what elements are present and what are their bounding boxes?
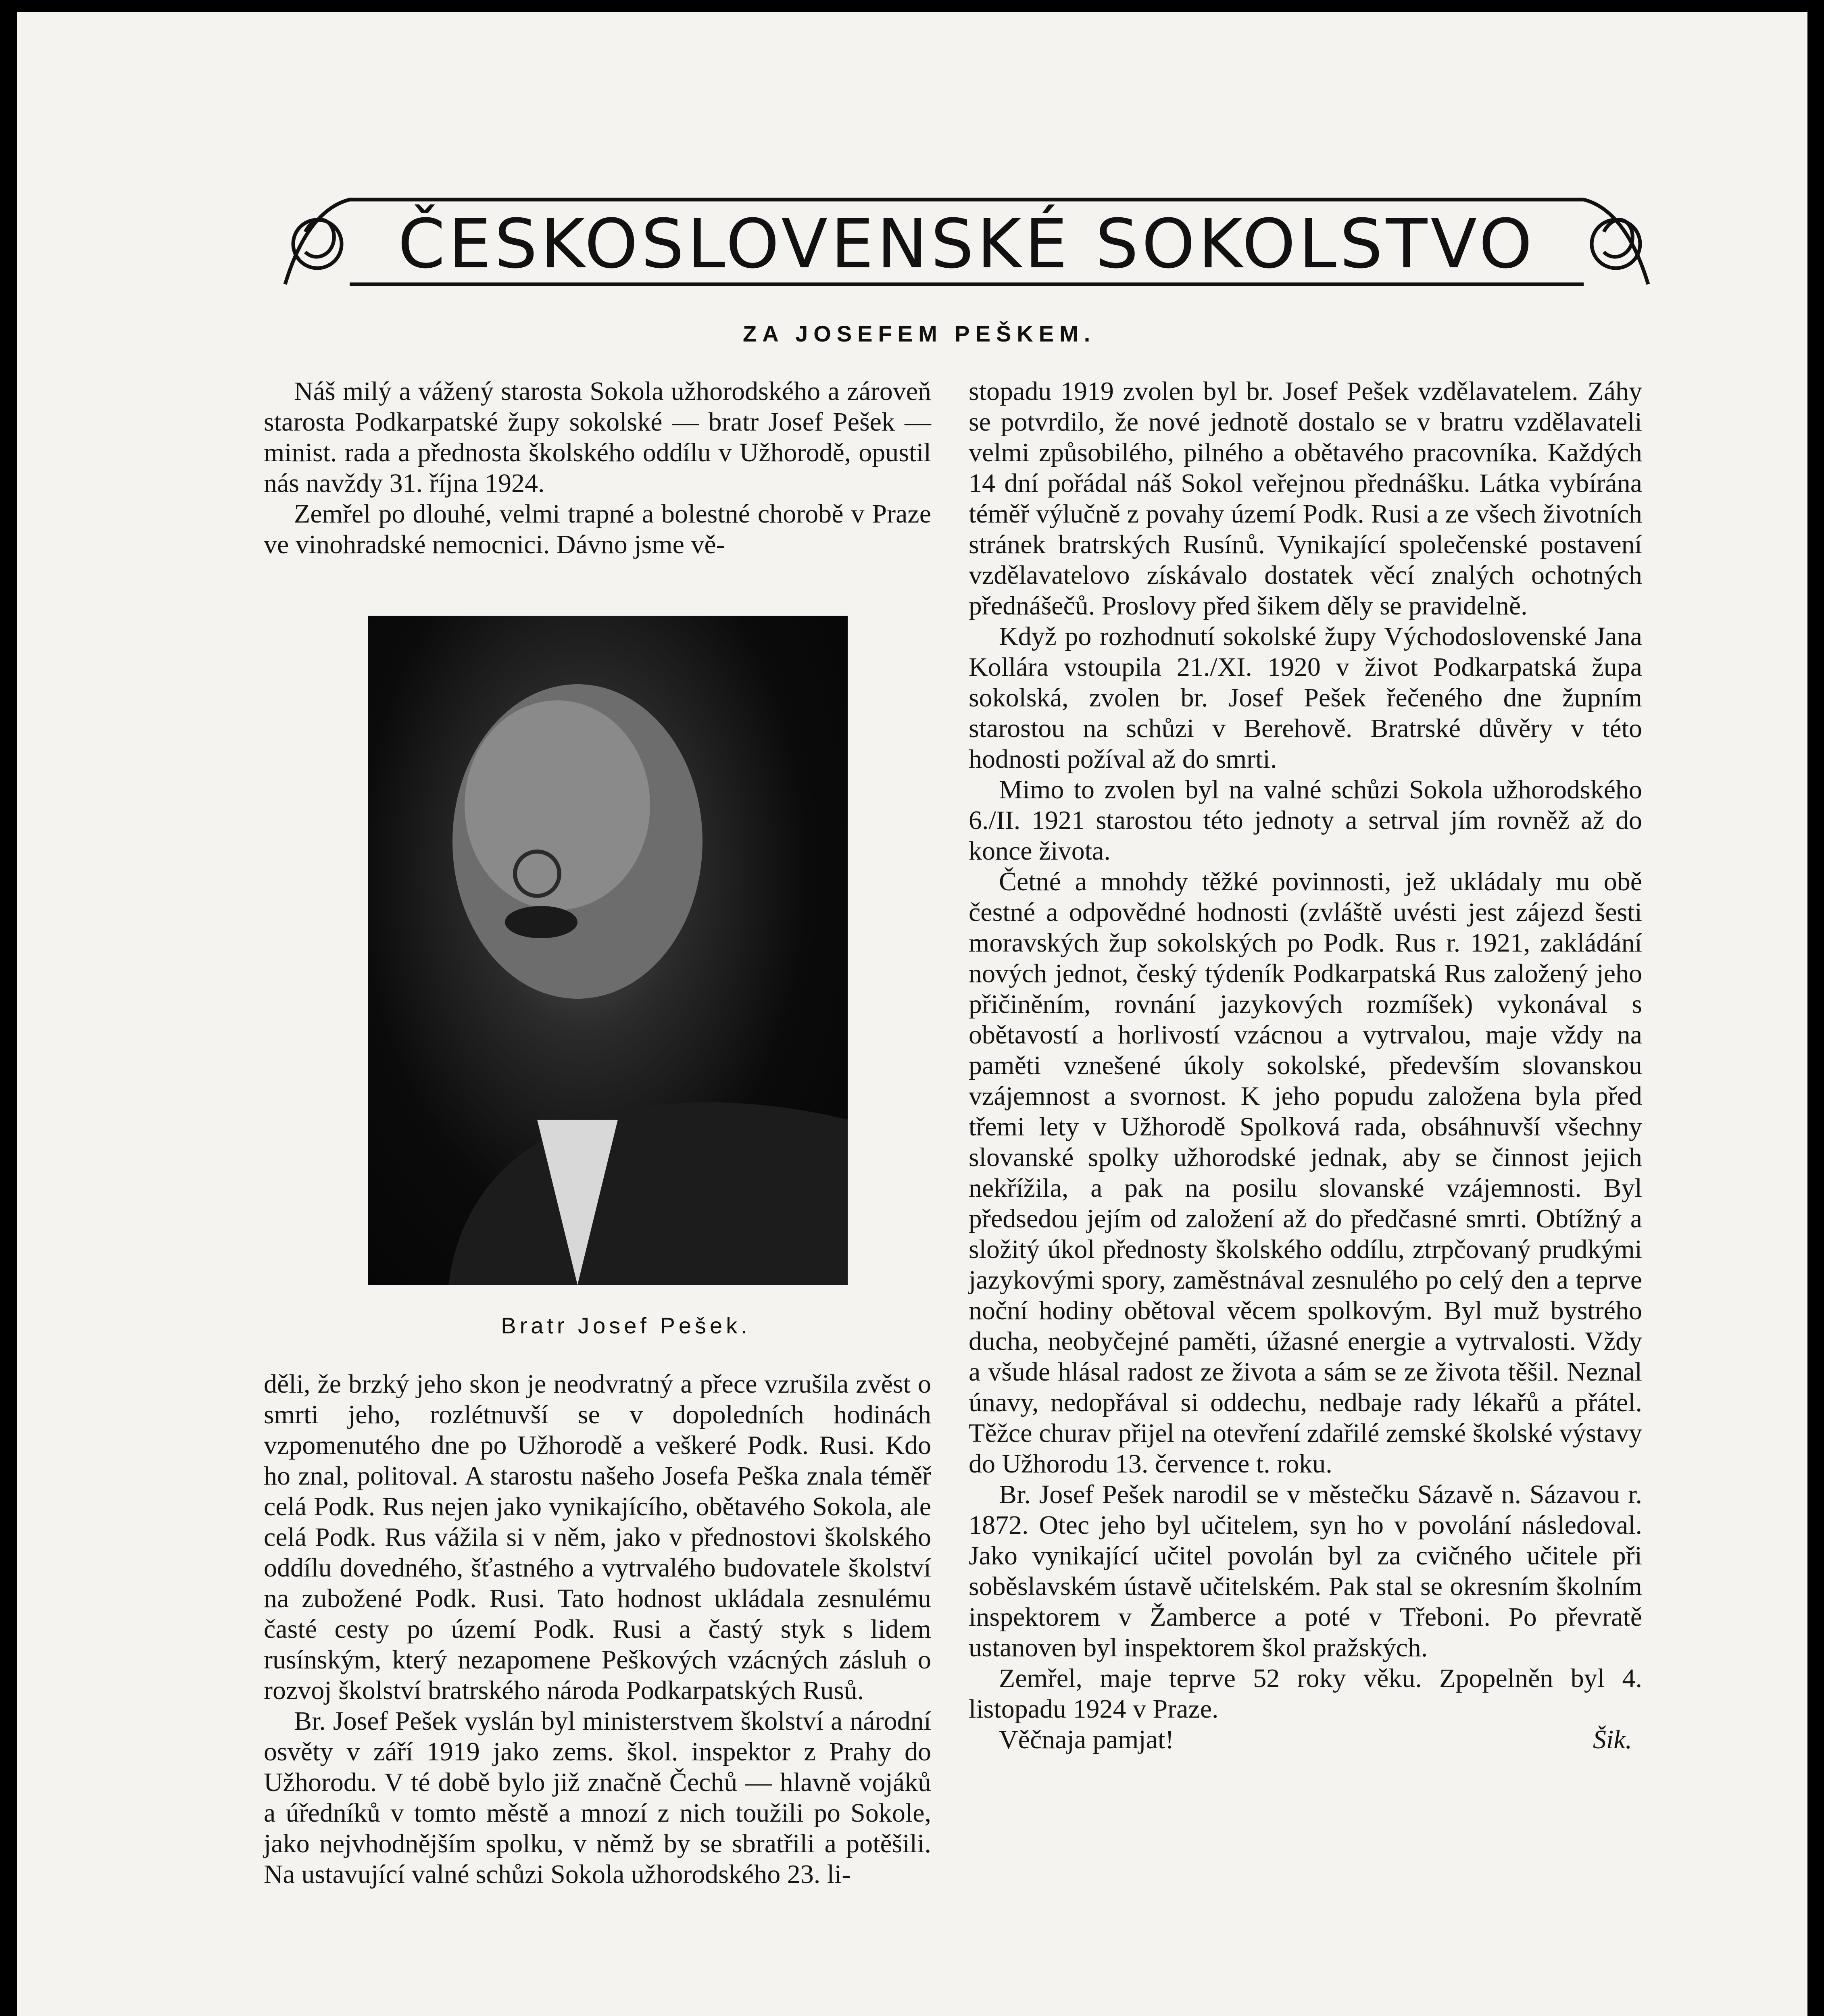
paragraph: Br. Josef Pešek vyslán byl ministerstvem školství a národní osvěty v září 1919 jako zems. škol. inspektor z Prahy do Užhorodu. V té době bylo již značně Čechů — hlavně vojáků a úředníků v tomto městě a mnozí z nich toužili po Sokole, jako nejvhodnějším spolku, v němž by se sbratřili a potěšili. Na ustavující valné schůzi Sokola užhorodského 23. li- (264, 1706, 931, 1889)
article-heading: ZA JOSEFEM PEŠKEM. (743, 321, 1096, 346)
signoff (969, 1724, 1642, 1755)
portrait-illustration (368, 616, 848, 1285)
paragraph: Mimo to zvolen byl na valné schůzi Sokola užhorodského 6./II. 1921 starostou této jednoty a setrval jím rovněž až do konce života. (969, 775, 1642, 866)
paragraph: Četné a mnohdy těžké povinnosti, jež ukládaly mu obě čestné a odpovědné hodnosti (zvláště uvésti jest zájezd šesti moravských žup sokolských po Podk. Rus r. 1921, zakládání nových jednot, český týdeník Podkarpatská Rus založený jeho přičiněním, rovnání jazykových rozmíšek) vykonával s obětavostí a horlivostí vzácnou a vytrvalou, maje vždy na paměti vznešené úkoly sokolské, především slovanskou vzájemnost a svornost. K jeho popudu založena byla před třemi lety v Užhorodě Spolková rada, obsáhnuvší všechny slovanské spolky užhorodské jednak, aby se činnost jejich nekřížila, a pak na posilu slovanské vzájemnosti. Byl předsedou jejím od založení až do předčasné smrti. Obtížný a složitý úkol přednosty školského oddílu, ztrpčovaný prudkými jazykovými spory, zaměstnával zesnulého po celý den a teprve noční hodiny obětoval věcem spolkovým. Byl muž bystrého ducha, neobyčejné paměti, úžasné energie a vytrvalosti. Vždy a všude hlásal radost ze života a sám se ze života těšil. Neznal únavy, nedopřával si oddechu, nedbaje rady lékařů a přátel. Těžce churav přijel na otevření zdařilé zemské školské výstavy do Užhorodu 13. července t. roku. (969, 867, 1642, 1479)
page (17, 12, 1807, 2016)
paragraph: Když po rozhodnutí sokolské župy Východoslovenské Jana Kollára vstoupila 21./XI. 1920 v život Podkarpatská župa sokolská, zvolen br. Josef Pešek řečeného dne župním starostou na schůzi v Berehově. Bratrské důvěry v této hodnosti požíval až do smrti. (969, 622, 1642, 774)
left-column-bottom (264, 1369, 931, 1890)
signature: Šik. (1593, 1725, 1632, 1754)
paragraph: Zemřel po dlouhé, velmi trapné a bolestné chorobě v Praze ve vinohradské nemocnici. Dávno jsme vě- (264, 499, 931, 559)
masthead (281, 183, 1652, 304)
paragraph: Zemřel, maje teprve 52 roky věku. Zpopelněn byl 4. listopadu 1924 v Praze. (969, 1664, 1642, 1724)
paragraph: Náš milý a vážený starosta Sokola užhorodského a zároveň starosta Podkarpatské župy sokolské — bratr Josef Pešek — minist. rada a přednosta školského oddílu v Užhorodě, opustil nás navždy 31. října 1924. (264, 377, 931, 498)
photo-caption: Bratr Josef Pešek. (501, 1313, 751, 1338)
left-column-top (264, 376, 931, 560)
right-column (969, 376, 1642, 1755)
paragraph: Br. Josef Pešek narodil se v městečku Sázavě n. Sázavou r. 1872. Otec jeho byl učitelem, syn ho v povolání následoval. Jako vynikající učitel povolán byl za cvičného učitele při soběslavském ústavě učitelském. Pak stal se okresním školním inspektorem v Žamberce a poté v Třeboni. Po převratě ustanoven byl inspektorem škol pražských. (969, 1480, 1642, 1662)
masthead-title: ČESKOSLOVENSKÉ SOKOLSTVO (398, 204, 1536, 283)
paragraph: děli, že brzký jeho skon je neodvratný a přece vzrušila zvěst o smrti jeho, rozlétnuvší se v dopoledních hodinách vzpomenutého dne po Užhorodě a veškeré Podk. Rusi. Kdo ho znal, politoval. A starostu našeho Josefa Peška znala téměř celá Podk. Rus nejen jako vynikajícího, obětavého Sokola, ale celá Podk. Rus vážila si v něm, jako v přednostovi školského oddílu dovedného, šťastného a vytrvalého budovatele školství na zubožené Podk. Rusi. Tato hodnost ukládala zesnulému časté cesty po území Podk. Rusi a častý styk s lidem rusínským, který nezapomene Peškových vzácných zásluh o rozvoj školství bratrského národa Podkarpatských Rusů. (264, 1369, 931, 1705)
portrait-photo (368, 616, 848, 1285)
paragraph: stopadu 1919 zvolen byl br. Josef Pešek vzdělavatelem. Záhy se potvrdilo, že nové jednotě dostalo se v bratru vzdělavateli velmi způsobilého, pilného a obětavého pracovníka. Každých 14 dní pořádal náš Sokol veřejnou přednášku. Látka vybírána téměř výlučně z povahy území Podk. Rusi a ze všech životních stránek bratrských Rusínů. Vynikající společenské postavení vzdělavatelovo získávalo dostatek věcí znalých ochotných přednášečů. Proslovy před šikem děly se pravidelně. (969, 377, 1642, 621)
closing-line: Věčnaja pamjat! (999, 1725, 1174, 1754)
